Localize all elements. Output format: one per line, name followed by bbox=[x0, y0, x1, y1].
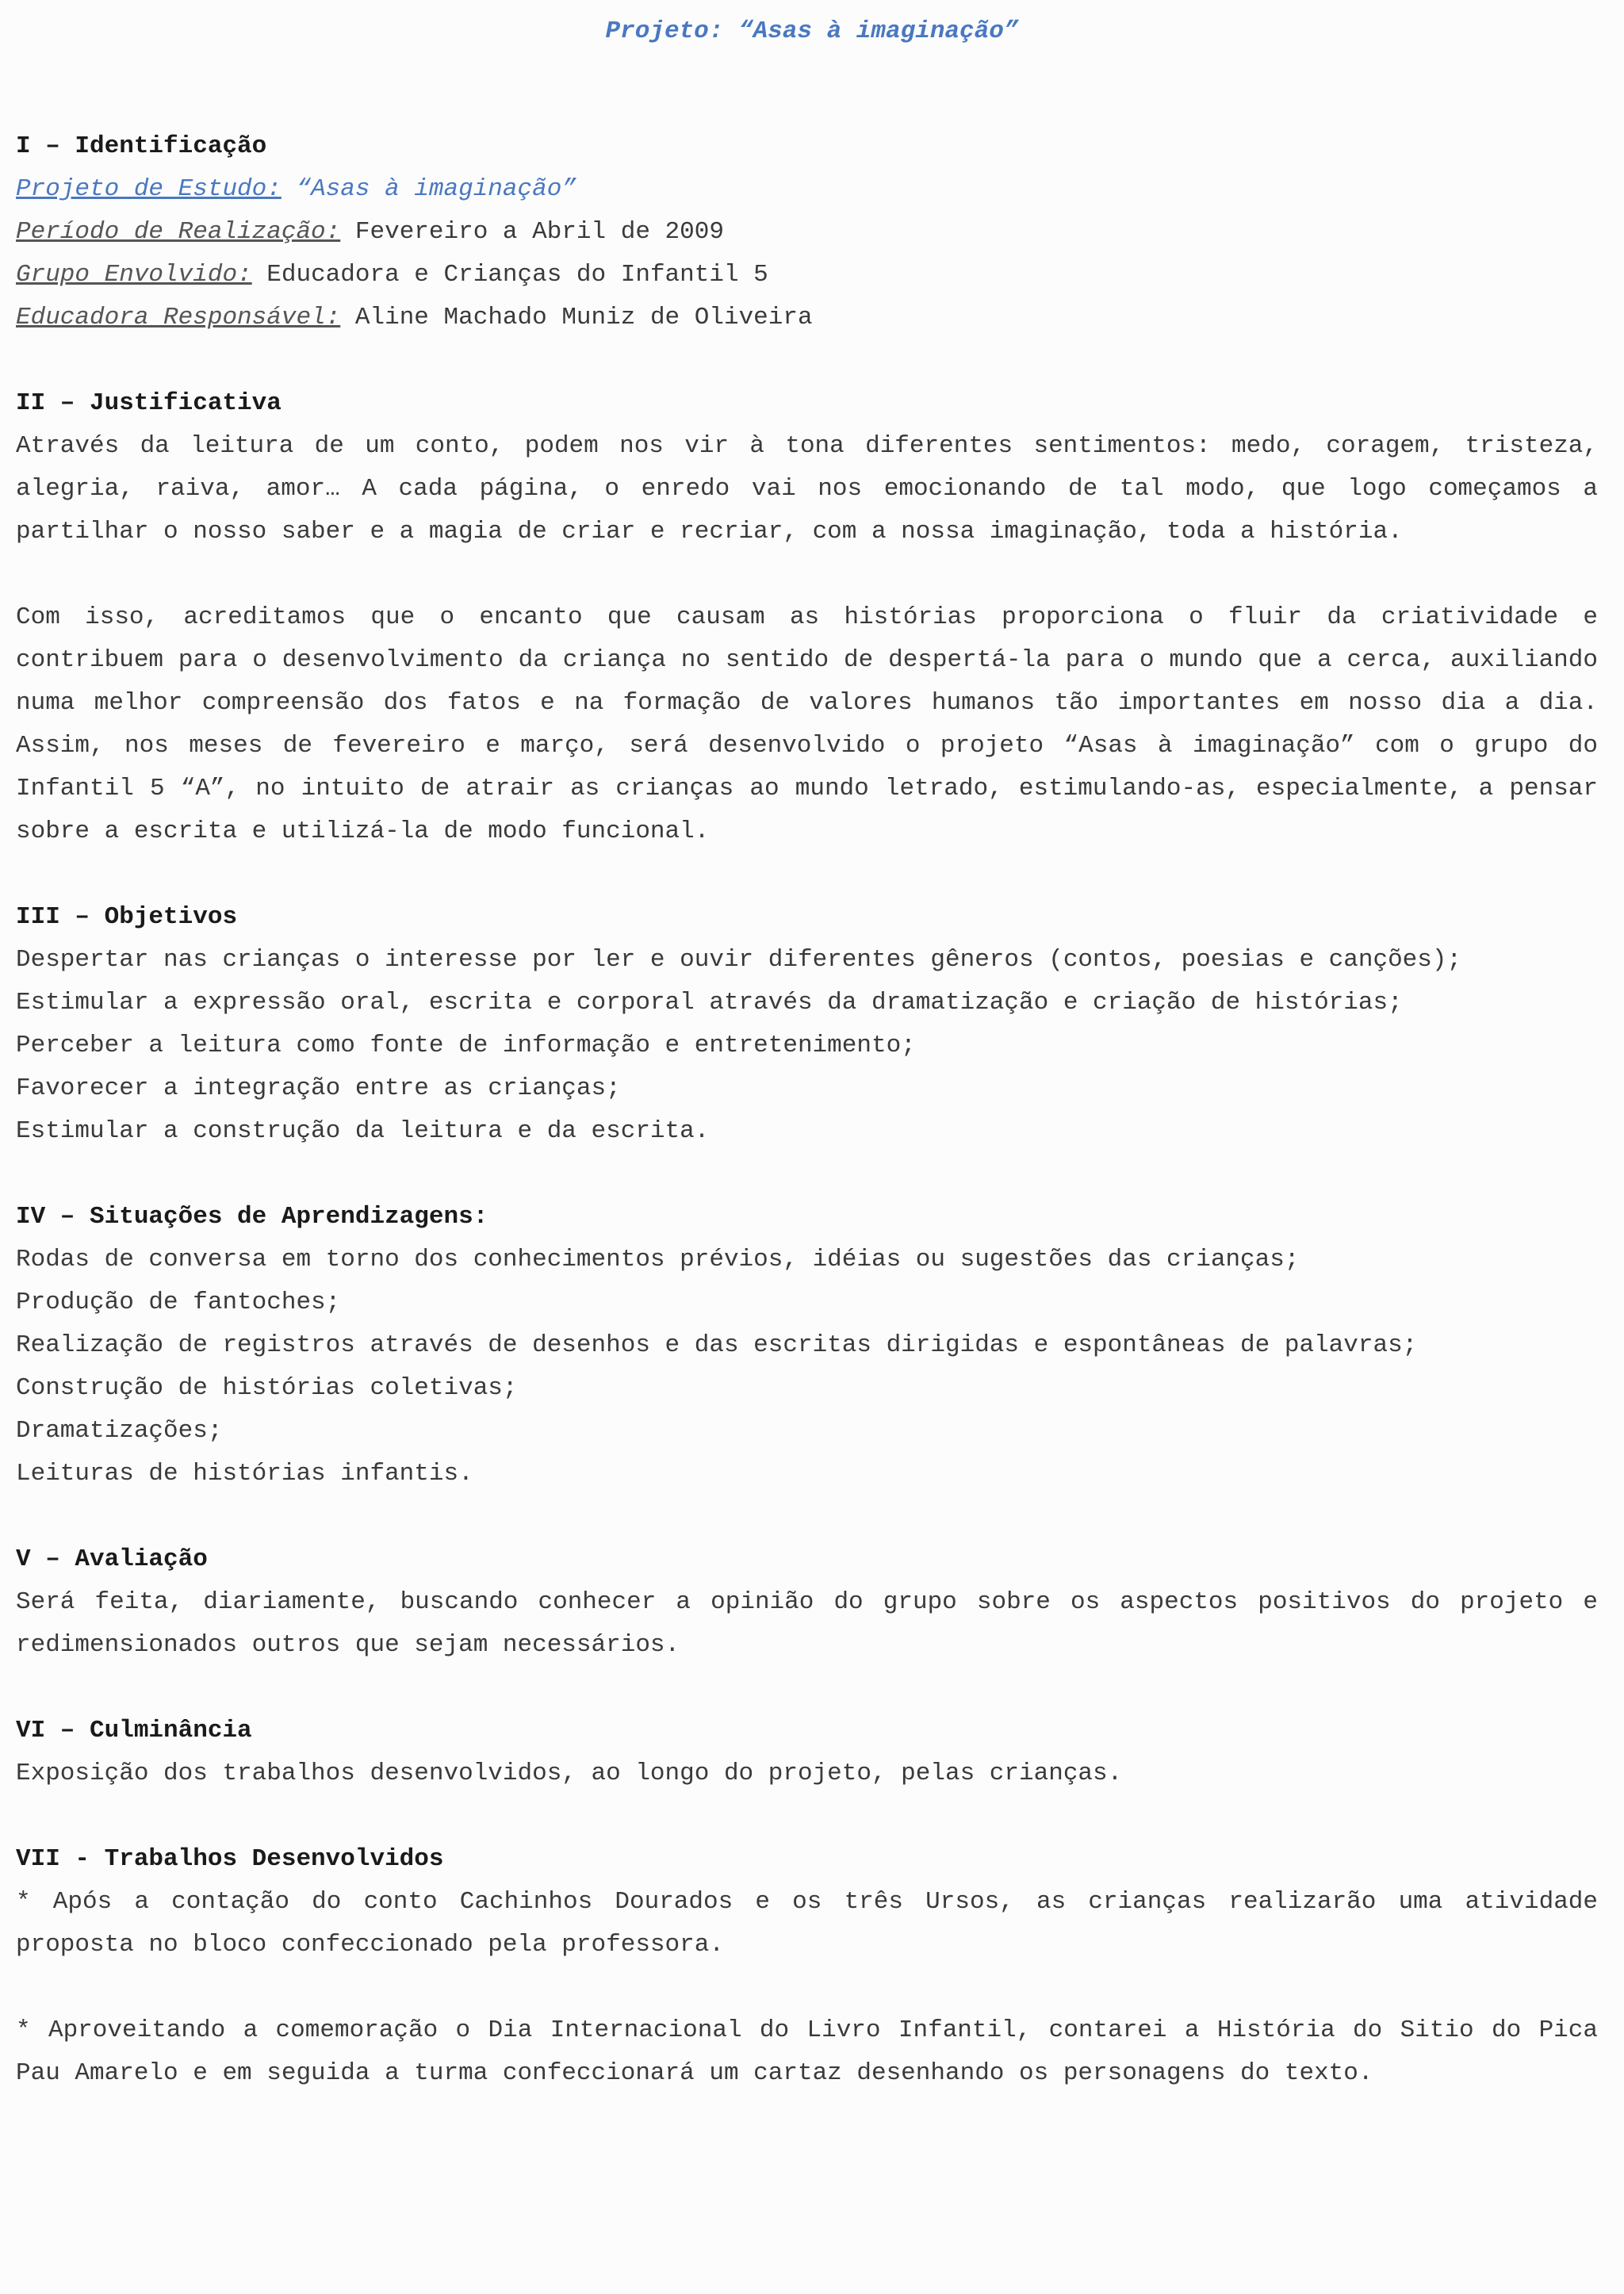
section-heading: III – Objetivos bbox=[16, 903, 238, 931]
section-justificativa bbox=[16, 382, 1598, 853]
list-item: Produção de fantoches; bbox=[16, 1289, 341, 1316]
paragraph: Será feita, diariamente, buscando conhecer a opinião do grupo sobre os aspectos positivos do projeto e redimensionados outros que sejam necessários. bbox=[16, 1588, 1598, 1659]
id-row-projeto bbox=[16, 168, 1598, 211]
section-heading: I – Identificação bbox=[16, 132, 267, 160]
id-row-grupo bbox=[16, 254, 1598, 297]
section-heading: V – Avaliação bbox=[16, 1545, 208, 1573]
list-item: Realização de registros através de desenhos e das escritas dirigidas e espontâneas de palavras; bbox=[16, 1331, 1418, 1359]
paragraph: Através da leitura de um conto, podem nos vir à tona diferentes sentimentos: medo, coragem, tristeza, alegria, raiva, amor… A cada página, o enredo vai nos emocionando de tal modo, que logo começamos a partilhar o nosso saber e a magia de criar e recriar, com a nossa imaginação, toda a história. bbox=[16, 432, 1598, 546]
section-identificacao bbox=[16, 125, 1598, 339]
section-objetivos bbox=[16, 896, 1598, 1153]
spacer bbox=[16, 853, 1598, 896]
section-culminancia bbox=[16, 1710, 1598, 1795]
section-heading: IV – Situações de Aprendizagens: bbox=[16, 1203, 488, 1231]
list-item: Dramatizações; bbox=[16, 1417, 223, 1445]
id-label: Educadora Responsável: bbox=[16, 304, 341, 331]
id-value: Aline Machado Muniz de Oliveira bbox=[354, 304, 813, 331]
id-label[interactable]: Projeto de Estudo: bbox=[16, 175, 282, 203]
spacer bbox=[16, 1153, 1598, 1196]
section-heading: VII - Trabalhos Desenvolvidos bbox=[16, 1845, 444, 1873]
list-item: Despertar nas crianças o interesse por ler e ouvir diferentes gêneros (contos, poesias e canções); bbox=[16, 946, 1462, 974]
list-item: Rodas de conversa em torno dos conhecimentos prévios, idéias ou sugestões das crianças; bbox=[16, 1246, 1300, 1273]
section-heading: II – Justificativa bbox=[16, 389, 282, 417]
section-avaliacao bbox=[16, 1538, 1598, 1667]
spacer bbox=[16, 339, 1598, 382]
list-item: Construção de histórias coletivas; bbox=[16, 1374, 518, 1402]
document-title: Projeto: “Asas à imaginação” bbox=[605, 17, 1019, 45]
document-body bbox=[16, 125, 1598, 2095]
id-label: Grupo Envolvido: bbox=[16, 261, 252, 289]
list-item: Estimular a expressão oral, escrita e corporal através da dramatização e criação de histórias; bbox=[16, 989, 1403, 1017]
list-item: Favorecer a integração entre as crianças; bbox=[16, 1074, 621, 1102]
spacer bbox=[16, 1667, 1598, 1710]
id-label: Período de Realização: bbox=[16, 218, 341, 246]
list-item: * Aproveitando a comemoração o Dia Internacional do Livro Infantil, contarei a História do Sitio do Pica Pau Amarelo e em seguida a turma confeccionará um cartaz desenhando os personagens do texto. bbox=[16, 2016, 1598, 2087]
paragraph: Exposição dos trabalhos desenvolvidos, ao longo do projeto, pelas crianças. bbox=[16, 1760, 1123, 1787]
section-trabalhos bbox=[16, 1838, 1598, 2095]
id-value: Educadora e Crianças do Infantil 5 bbox=[266, 261, 768, 289]
list-item: * Após a contação do conto Cachinhos Dourados e os três Ursos, as crianças realizarão uma atividade proposta no bloco confeccionado pela professora. bbox=[16, 1888, 1598, 1959]
spacer bbox=[16, 553, 1598, 596]
spacer bbox=[16, 1795, 1598, 1838]
id-row-periodo bbox=[16, 211, 1598, 254]
id-row-educadora bbox=[16, 297, 1598, 339]
id-value: “Asas à imaginação” bbox=[296, 175, 576, 203]
section-heading: VI – Culminância bbox=[16, 1717, 252, 1744]
list-item: Leituras de histórias infantis. bbox=[16, 1460, 473, 1488]
id-value: Fevereiro a Abril de 2009 bbox=[354, 218, 724, 246]
spacer bbox=[16, 1967, 1598, 2009]
list-item: Perceber a leitura como fonte de informação e entretenimento; bbox=[16, 1032, 916, 1059]
paragraph: Com isso, acreditamos que o encanto que causam as histórias proporciona o fluir da criatividade e contribuem para o desenvolvimento da criança no sentido de despertá-la para o mundo que a cerca, auxiliando numa melhor compreensão dos fatos e na formação de valores humanos tão importantes em nosso dia a dia. Assim, nos meses de fevereiro e março, será desenvolvido o projeto “Asas à imaginação” com o grupo do Infantil 5 “A”, no intuito de atrair as crianças ao mundo letrado, estimulando-as, especialmente, a pensar sobre a escrita e utilizá-la de modo funcional. bbox=[16, 603, 1598, 845]
spacer bbox=[16, 1496, 1598, 1538]
list-item: Estimular a construção da leitura e da escrita. bbox=[16, 1117, 710, 1145]
section-situacoes bbox=[16, 1196, 1598, 1496]
